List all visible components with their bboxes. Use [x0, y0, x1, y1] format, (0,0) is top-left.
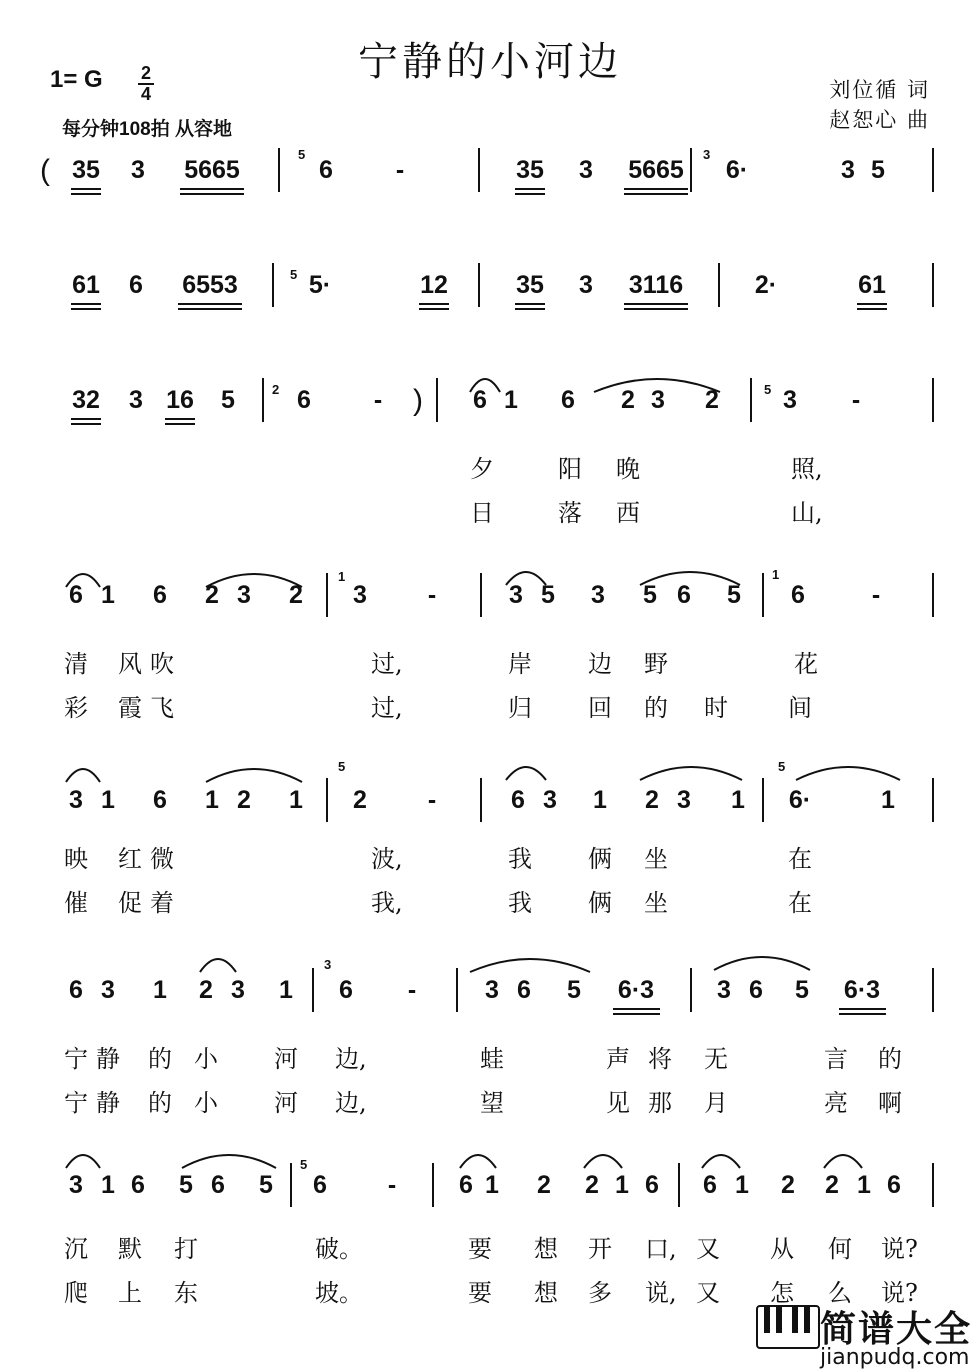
lyric-verse-1: 照,: [791, 455, 823, 483]
note: 3: [101, 976, 115, 1004]
note: -: [851, 386, 861, 414]
lyric-verse-1: 静: [96, 1045, 120, 1073]
note: 5: [221, 386, 235, 414]
grace-note: 5: [298, 147, 306, 162]
lyric-verse-1: 微: [150, 845, 174, 873]
lyric-verse-1: 红: [118, 845, 142, 873]
note: 12: [420, 271, 448, 299]
lyric-verse-2: 宁: [64, 1089, 88, 1117]
lyric-verse-2: 说?: [881, 1279, 918, 1307]
note: -: [427, 786, 437, 814]
lyric-verse-1: 映: [64, 845, 88, 873]
note: 6: [511, 786, 525, 814]
lyric-verse-2: 飞: [150, 694, 174, 722]
lyric-verse-2: 落: [558, 499, 582, 527]
lyric-verse-2: 静: [96, 1089, 120, 1117]
tempo-marking: 每分钟108拍 从容地: [62, 119, 232, 140]
note: 6: [749, 976, 763, 1004]
note: 6·3: [617, 976, 655, 1004]
lyric-verse-1: 晚: [616, 455, 640, 483]
note: 6: [69, 581, 83, 609]
grace-note: 1: [772, 567, 780, 582]
note: -: [407, 976, 417, 1004]
grace-note: 5: [764, 382, 772, 397]
lyric-verse-1: 何: [828, 1235, 852, 1263]
grace-note: 2: [272, 382, 280, 397]
note: 1: [279, 976, 293, 1004]
slur: [594, 379, 720, 392]
grace-note: 5: [338, 759, 346, 774]
lyric-verse-2: 上: [118, 1279, 142, 1307]
lyric-verse-1: 我: [508, 845, 532, 873]
note: 6: [677, 581, 691, 609]
lyric-verse-2: 坡。: [315, 1279, 363, 1307]
note: 61: [72, 271, 100, 299]
lyric-verse-2: 想: [534, 1279, 558, 1307]
lyric-verse-2: 小: [194, 1089, 218, 1117]
lyric-verse-1: 想: [534, 1235, 558, 1263]
lyric-verse-2: 月: [704, 1089, 728, 1117]
lyric-verse-1: 河: [274, 1045, 298, 1073]
lyric-verse-1: 口,: [645, 1235, 677, 1263]
note: 3: [579, 156, 593, 184]
lyric-verse-1: 野: [644, 650, 668, 678]
song-title: 宁静的小河边: [358, 39, 622, 85]
lyric-verse-1: 开: [588, 1235, 612, 1263]
slur: [796, 767, 900, 780]
note: 6: [339, 976, 353, 1004]
lyric-verse-1: 无: [704, 1045, 728, 1073]
note: 3: [69, 1171, 83, 1199]
grace-note: 5: [290, 267, 298, 282]
note: 6553: [182, 271, 238, 299]
note: 1: [504, 386, 518, 414]
note: -: [387, 1171, 397, 1199]
slur: [182, 1155, 276, 1168]
lyric-verse-1: 夕: [470, 455, 494, 483]
slur: [460, 1155, 496, 1168]
note: 1: [101, 1171, 115, 1199]
note: 61: [858, 271, 886, 299]
lyric-verse-1: 又: [696, 1235, 720, 1263]
lyric-verse-2: 爬: [64, 1279, 88, 1307]
note: 3: [651, 386, 665, 414]
note: 35: [72, 156, 100, 184]
lyric-verse-1: 过,: [371, 650, 403, 678]
lyric-verse-1: 阳: [558, 455, 582, 483]
lyric-verse-1: 默: [118, 1235, 142, 1263]
grace-note: 3: [324, 957, 332, 972]
note: -: [395, 156, 405, 184]
slur: [66, 769, 100, 782]
lyric-verse-2: 河: [274, 1089, 298, 1117]
note: 2: [353, 786, 367, 814]
lyric-verse-2: 促: [118, 889, 142, 917]
lyric-verse-2: 多: [588, 1279, 612, 1307]
note: 2: [645, 786, 659, 814]
time-signature-bottom: 4: [140, 84, 151, 104]
note: 6: [313, 1171, 327, 1199]
note: 5: [179, 1171, 193, 1199]
lyric-verse-2: 催: [64, 889, 88, 917]
note: 6: [459, 1171, 473, 1199]
lyric-verse-2: 我,: [371, 889, 403, 917]
note: 2: [621, 386, 635, 414]
lyric-verse-2: 的: [148, 1089, 172, 1117]
lyric-verse-1: 从: [770, 1235, 794, 1263]
note: 3: [237, 581, 251, 609]
note: 2: [205, 581, 219, 609]
note: 5665: [184, 156, 240, 184]
lyric-verse-2: 见: [606, 1089, 630, 1117]
note: 6: [517, 976, 531, 1004]
note: 6: [645, 1171, 659, 1199]
lyric-verse-2: 归: [508, 694, 532, 722]
note: 3: [543, 786, 557, 814]
note: 6: [887, 1171, 901, 1199]
note: 6: [473, 386, 487, 414]
lyric-verse-2: 望: [480, 1089, 504, 1117]
slur: [66, 574, 100, 587]
lyric-verse-2: 怎: [770, 1279, 794, 1307]
lyric-verse-1: 的: [148, 1045, 172, 1073]
slur: [824, 1155, 862, 1168]
lyric-verse-1: 岸: [508, 650, 532, 678]
note: 1: [205, 786, 219, 814]
note: 2: [237, 786, 251, 814]
note: 1: [857, 1171, 871, 1199]
note: 1: [153, 976, 167, 1004]
lyric-verse-2: 着: [150, 889, 174, 917]
note: 6: [561, 386, 575, 414]
note: 6: [319, 156, 333, 184]
note: 16: [166, 386, 194, 414]
note: 6: [153, 786, 167, 814]
note: 1: [101, 581, 115, 609]
note: 6·3: [843, 976, 881, 1004]
lyric-verse-2: 山,: [791, 499, 823, 527]
lyric-verse-1: 吹: [150, 650, 174, 678]
note: 5: [727, 581, 741, 609]
lyric-verse-1: 破。: [315, 1235, 363, 1263]
note: 1: [881, 786, 895, 814]
lyric-verse-2: 边,: [335, 1089, 367, 1117]
time-signature-top: 2: [140, 63, 151, 83]
note: 2: [537, 1171, 551, 1199]
lyric-verse-2: 在: [788, 889, 812, 917]
note: 6: [297, 386, 311, 414]
note: -: [871, 581, 881, 609]
lyric-verse-2: 要: [468, 1279, 492, 1307]
grace-note: 5: [778, 759, 786, 774]
lyric-verse-2: 那: [648, 1089, 672, 1117]
lyric-verse-2: 又: [696, 1279, 720, 1307]
note: 5: [541, 581, 555, 609]
note: 3: [579, 271, 593, 299]
note: 5: [871, 156, 885, 184]
lyric-verse-2: 回: [588, 694, 612, 722]
note: 6·: [788, 786, 812, 814]
lyric-verse-2: 过,: [371, 694, 403, 722]
note: 1: [593, 786, 607, 814]
note: 3: [783, 386, 797, 414]
note: 6: [703, 1171, 717, 1199]
slur: [640, 572, 740, 585]
note: 1: [735, 1171, 749, 1199]
note: 3: [69, 786, 83, 814]
note: 3: [677, 786, 691, 814]
note: 6: [131, 1171, 145, 1199]
lyric-verse-2: 我: [508, 889, 532, 917]
grace-note: 5: [300, 1157, 308, 1172]
lyric-verse-2: 间: [788, 694, 812, 722]
lyric-verse-2: 说,: [645, 1279, 677, 1307]
lyric-verse-1: 说?: [881, 1235, 918, 1263]
lyric-verse-1: 声: [606, 1045, 630, 1073]
note: 5665: [628, 156, 684, 184]
lyric-verse-1: 的: [878, 1045, 902, 1073]
lyric-verse-2: 俩: [588, 889, 612, 917]
note: -: [427, 581, 437, 609]
note: 3: [509, 581, 523, 609]
lyric-verse-1: 波,: [371, 845, 403, 873]
note: 2·: [754, 271, 778, 299]
slur: [470, 379, 500, 392]
note: 3: [485, 976, 499, 1004]
note: 6: [129, 271, 143, 299]
composer-credit: 赵恕心 曲: [829, 108, 930, 132]
note: 5: [643, 581, 657, 609]
note: 6·: [725, 156, 749, 184]
slur: [584, 1155, 622, 1168]
lyric-verse-2: 么: [828, 1279, 852, 1307]
lyric-verse-1: 宁: [64, 1045, 88, 1073]
note: 1: [101, 786, 115, 814]
lyric-verse-1: 蛙: [480, 1045, 504, 1073]
slur: [206, 769, 302, 782]
lyric-verse-1: 风: [118, 650, 142, 678]
lyric-verse-1: 在: [788, 845, 812, 873]
lyric-verse-1: 要: [468, 1235, 492, 1263]
note: 2: [825, 1171, 839, 1199]
note: 3: [353, 581, 367, 609]
note: 2: [585, 1171, 599, 1199]
note: 3116: [628, 271, 684, 299]
lyric-verse-2: 日: [470, 499, 494, 527]
grace-note: 3: [703, 147, 711, 162]
repeat-parenthesis: ): [413, 384, 423, 417]
slur: [206, 574, 302, 587]
slur: [200, 959, 236, 972]
lyric-verse-1: 言: [824, 1045, 848, 1073]
note: 35: [516, 156, 544, 184]
note: 1: [485, 1171, 499, 1199]
lyric-verse-1: 小: [194, 1045, 218, 1073]
slur: [714, 957, 810, 970]
note: 2: [289, 581, 303, 609]
note: 6: [153, 581, 167, 609]
slur: [506, 767, 546, 780]
grace-note: 1: [338, 569, 346, 584]
note: 2: [199, 976, 213, 1004]
note: 3: [717, 976, 731, 1004]
note: 3: [231, 976, 245, 1004]
note: 2: [781, 1171, 795, 1199]
lyric-verse-2: 彩: [64, 694, 88, 722]
lyric-verse-1: 边: [588, 650, 612, 678]
note: 35: [516, 271, 544, 299]
lyric-verse-1: 打: [174, 1235, 198, 1263]
lyric-verse-2: 啊: [878, 1089, 902, 1117]
note: 1: [615, 1171, 629, 1199]
logo-url: jianpudq.com: [820, 1345, 970, 1370]
lyric-verse-1: 花: [794, 650, 818, 678]
note: 6: [211, 1171, 225, 1199]
lyric-verse-2: 的: [644, 694, 668, 722]
note: 32: [72, 386, 100, 414]
lyric-verse-1: 沉: [64, 1235, 88, 1263]
key-signature: 1= G: [50, 66, 103, 93]
logo-text: 简谱大全: [820, 1309, 973, 1350]
repeat-parenthesis: (: [40, 154, 50, 187]
slur: [640, 767, 742, 780]
slur: [470, 959, 590, 972]
slur: [506, 572, 546, 585]
lyric-verse-1: 清: [64, 650, 88, 678]
lyric-verse-1: 坐: [644, 845, 668, 873]
lyric-verse-2: 坐: [644, 889, 668, 917]
lyric-verse-1: 将: [648, 1045, 672, 1073]
note: 6: [791, 581, 805, 609]
note: -: [373, 386, 383, 414]
note: 5: [795, 976, 809, 1004]
note: 2: [705, 386, 719, 414]
slur: [66, 1155, 100, 1168]
lyric-verse-1: 边,: [335, 1045, 367, 1073]
note: 6: [69, 976, 83, 1004]
lyric-verse-2: 时: [704, 694, 728, 722]
note: 1: [731, 786, 745, 814]
note: 5: [259, 1171, 273, 1199]
note: 3: [591, 581, 605, 609]
lyric-verse-1: 俩: [588, 845, 612, 873]
note: 1: [289, 786, 303, 814]
lyric-verse-2: 亮: [824, 1089, 848, 1117]
note: 3: [129, 386, 143, 414]
note: 5: [567, 976, 581, 1004]
lyric-verse-2: 霞: [118, 694, 142, 722]
lyric-verse-2: 西: [616, 499, 640, 527]
note: 3: [841, 156, 855, 184]
lyric-verse-2: 东: [174, 1279, 198, 1307]
note: 3: [131, 156, 145, 184]
lyricist-credit: 刘位循 词: [829, 78, 930, 102]
note: 5·: [308, 271, 332, 299]
slur: [702, 1155, 740, 1168]
